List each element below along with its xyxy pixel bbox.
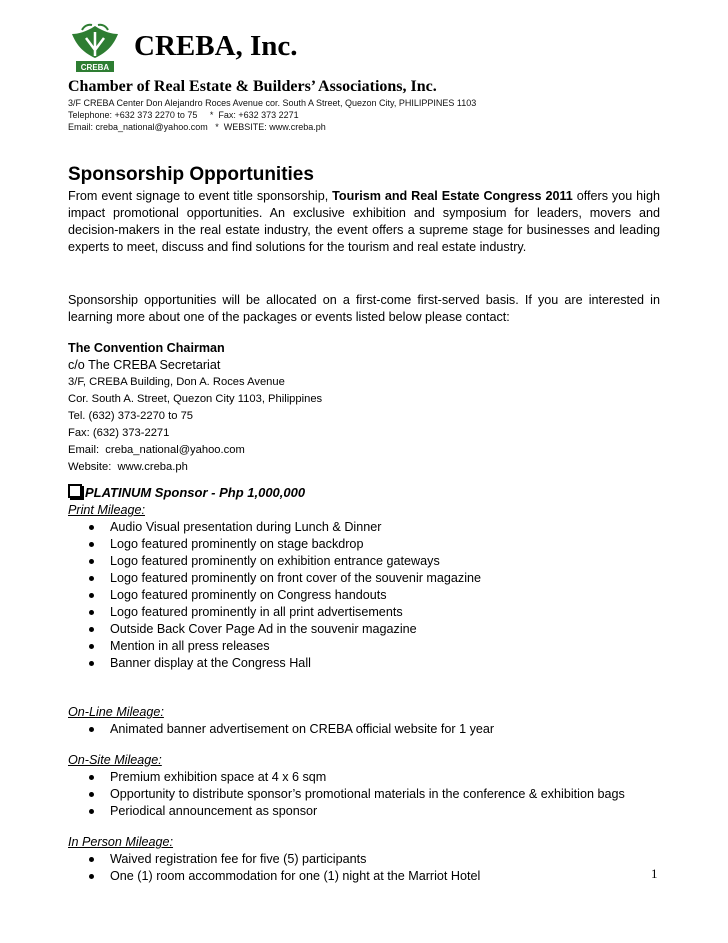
list-item: Logo featured prominently on exhibition entrance gateways (68, 553, 660, 570)
list-item: Premium exhibition space at 4 x 6 sqm (68, 769, 660, 786)
list-item: Mention in all press releases (68, 638, 660, 655)
bullet-icon (89, 792, 94, 797)
list-item: Banner display at the Congress Hall (68, 655, 660, 672)
inperson-mileage-section (68, 834, 660, 885)
list-item: Logo featured prominently on front cover of the souvenir magazine (68, 570, 660, 587)
list-item: Logo featured prominently on Congress handouts (68, 587, 660, 604)
document-page (68, 22, 660, 883)
package-title (68, 484, 305, 501)
package-title-text: PLATINUM Sponsor - Php 1,000,000 (85, 485, 306, 500)
contact-tel: Tel. (632) 373-2270 to 75 (68, 410, 194, 422)
bullet-icon (89, 857, 94, 862)
contact-block (68, 340, 322, 476)
bullet-icon (89, 559, 94, 564)
page-number: 1 (651, 866, 658, 881)
letterhead (68, 22, 660, 130)
contact-address-1: 3/F, CREBA Building, Don A. Roces Avenue (68, 376, 285, 388)
letterhead-telephone: Telephone: +632 373 2270 to 75 * Fax: +632 373 2271 (68, 110, 299, 120)
bullet-icon (89, 874, 94, 879)
svg-text:CREBA: CREBA (80, 63, 110, 72)
section-heading: On-Line Mileage: (68, 705, 164, 719)
event-name: Tourism and Real Estate Congress 2011 (332, 189, 573, 203)
contact-address-2: Cor. South A. Street, Quezon City 1103, Philippines (68, 393, 323, 405)
list-item: Logo featured prominently in all print advertisements (68, 604, 660, 621)
checkbox-icon (68, 484, 82, 498)
bullet-icon (89, 809, 94, 814)
contact-fax: Fax: (632) 373-2271 (68, 427, 170, 439)
section-heading: Print Mileage: (68, 503, 145, 517)
list-item: One (1) room accommodation for one (1) night at the Marriot Hotel (68, 868, 660, 885)
list-item: Animated banner advertisement on CREBA official website for 1 year (68, 721, 660, 738)
list-item: Waived registration fee for five (5) participants (68, 851, 660, 868)
bullet-icon (89, 576, 94, 581)
letterhead-email-website: Email: creba_national@yahoo.com * WEBSITE: www.creba.ph (68, 122, 326, 132)
list-item: Audio Visual presentation during Lunch & Dinner (68, 519, 660, 536)
bullet-icon (89, 542, 94, 547)
list-item: Logo featured prominently on stage backdrop (68, 536, 660, 553)
allocation-paragraph: Sponsorship opportunities will be allocated on a first-come first-served basis. If you are interested in learning more about one of the packages or events listed below please contact: (68, 293, 660, 324)
bullet-icon (89, 644, 94, 649)
bullet-icon (89, 661, 94, 666)
list-item: Periodical announcement as sponsor (68, 803, 660, 820)
letterhead-address: 3/F CREBA Center Don Alejandro Roces Avenue cor. South A Street, Quezon City, PHILIPPINES 1103 (68, 98, 477, 108)
bullet-icon (89, 775, 94, 780)
bullet-icon (89, 610, 94, 615)
section-heading: On-Site Mileage: (68, 753, 162, 767)
intro-text-after: offers you high impact promotional opportunities. An exclusive exhibition and symposium for leaders, movers and decision-makers in the real estate industry, the event offers a supreme stage for businesses and leading experts to meet, discuss and find solutions for the tourism and real estate industry. (68, 189, 660, 254)
creba-logo (68, 22, 122, 74)
bullet-icon (89, 627, 94, 632)
contact-website: Website: www.creba.ph (68, 461, 188, 473)
intro-paragraph (68, 188, 660, 256)
online-mileage-section (68, 704, 660, 738)
list-item: Outside Back Cover Page Ad in the souvenir magazine (68, 621, 660, 638)
print-mileage-section (68, 502, 660, 672)
list-item: Opportunity to distribute sponsor’s promotional materials in the conference & exhibition bags (68, 786, 660, 803)
bullet-icon (89, 525, 94, 530)
intro-text-before: From event signage to event title sponsorship, (68, 189, 333, 203)
org-full-name: Chamber of Real Estate & Builders’ Associations, Inc. (68, 78, 437, 95)
page-title: Sponsorship Opportunities (68, 164, 314, 185)
contact-email: Email: creba_national@yahoo.com (68, 444, 245, 456)
inperson-mileage-list (68, 851, 660, 885)
onsite-mileage-list (68, 769, 660, 820)
org-short-name: CREBA, Inc. (134, 30, 298, 62)
section-heading: In Person Mileage: (68, 835, 174, 849)
print-mileage-list (68, 519, 660, 672)
contact-chairman: The Convention Chairman (68, 341, 225, 355)
bullet-icon (89, 593, 94, 598)
online-mileage-list (68, 721, 660, 738)
contact-secretariat: c/o The CREBA Secretariat (68, 358, 221, 372)
onsite-mileage-section (68, 752, 660, 820)
bullet-icon (89, 727, 94, 732)
